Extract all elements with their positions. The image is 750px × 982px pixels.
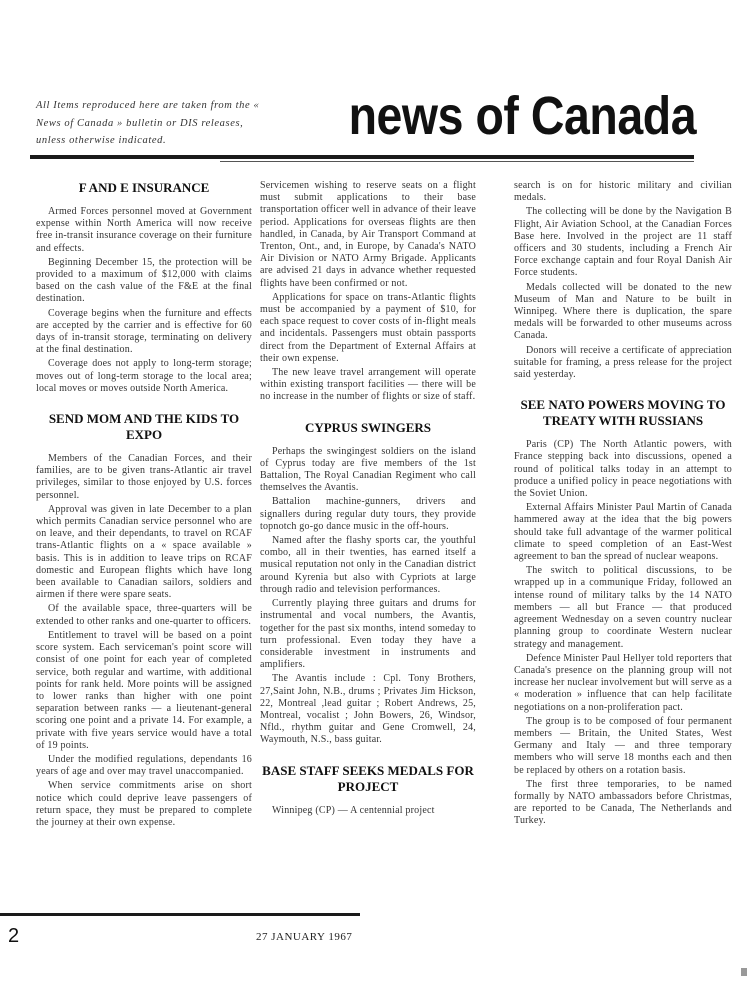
article-paragraph: External Affairs Minister Paul Martin of Canada hammered away at the idea that the big powers should take full advantage of the warmer political climate to speed completion of an East-West agreement to ban the spread of nuclear weapons. (514, 502, 732, 563)
article-headline: SEND MOM AND THE KIDS TO EXPO (48, 411, 240, 443)
article-paragraph: Servicemen wishing to reserve seats on a flight must submit applications to their base transportation officer well in advance of their leave period. Applications for overseas flights are then handled, in Canada, by Air Transport Command at Trenton, Ont., and, in Europe, by Canada's NATO Air Division or NATO Army Brigade. Applicants are advised 21 days in advance whether requested flights have been confirmed or not. (260, 180, 476, 289)
article-paragraph: The collecting will be done by the Navigation B Flight, Air Aviation School, at the Canadian Forces Base here. Involved in the project are 11 staff officers and 30 students, including a French Air Force exchange captain and four Royal Danish Air Force students. (514, 206, 732, 279)
masthead-title: news of Canada (348, 86, 696, 146)
article-paragraph: Entitlement to travel will be based on a point score system. Each serviceman's point score will consist of one point for each year of completed service, both regular and wartime, with additional points for rank held. More points will be assigned to lower ranks than higher with one point separation between ranks — a lieutenant-general scoring one point and a private 14. For example, a private with five years service would have a total of 19 points. (36, 629, 252, 751)
article-paragraph: Donors will receive a certificate of appreciation suitable for framing, a press release for the project said yesterday. (514, 344, 732, 381)
page-header (0, 0, 750, 170)
article-paragraph: The new leave travel arrangement will operate within existing transport facilities — there will be no increase in the number of flights or size of staff. (260, 367, 476, 403)
article-paragraph: Perhaps the swingingest soldiers on the island of Cyprus today are five members of the 1st Battalion, The Royal Canadian Regiment who call themselves the Avantis. (260, 445, 476, 494)
article-paragraph: Beginning December 15, the protection will be provided to a maximum of $12,000 with claims based on the cash value of the F&E at the final destination. (36, 256, 252, 305)
column-2 (260, 180, 476, 880)
article-paragraph: Coverage begins when the furniture and effects are accepted by the carrier and is effective for 60 days of in-transit storage, terminating on delivery at the final destination. (36, 307, 252, 356)
column-3 (514, 180, 732, 880)
column-1 (36, 180, 252, 880)
article-paragraph: The Avantis include : Cpl. Tony Brothers, 27,Saint John, N.B., drums ; Privates Jim Hickson, 22, Montreal ,lead guitar ; Robert Andrews, 25, Montreal, vocalist ; John Bowers, 26, Windsor, Nfld., rhythm guitar and Gene Cromwell, 24, Waymouth, N.S., bass guitar. (260, 673, 476, 746)
masthead-rule (30, 155, 694, 159)
article-paragraph: Armed Forces personnel moved at Government expense within North America will now receive free in-transit insurance coverage on their furniture and effects. (36, 206, 252, 254)
issue-date: 27 JANUARY 1967 (256, 931, 353, 943)
article-paragraph: The first three temporaries, to be named formally by NATO ambassadors before Christmas, are reported to be Canada, The Netherlands and Turkey. (514, 778, 732, 827)
article-paragraph: search is on for historic military and civilian medals. (514, 180, 732, 204)
article-paragraph: When service commitments arise on short notice which could deprive leave passengers of return space, they must be prepared to complete the journey at their own expense. (36, 780, 252, 828)
article-paragraph: Winnipeg (CP) — A centennial project (272, 804, 435, 816)
article-paragraph: Coverage does not apply to long-term storage; moves out of long-term storage to the local area; local moves or moves outside North America. (36, 358, 252, 394)
scan-edge-mark (741, 968, 747, 976)
article-paragraph: Medals collected will be donated to the new Museum of Man and Nature to be built in Winnipeg. Where there is duplication, the spare medals will be forwarded to other museums across Canada. (514, 281, 732, 342)
article-paragraph: The switch to political discussions, to be wrapped up in a communique Friday, followed an intense round of military talks by the 14 NATO members — all but France — that produced agreement Wednesday on a seven country nuclear planning group to coordinate Western nuclear strategy and management. (514, 565, 732, 650)
article-paragraph: Approval was given in late December to a plan which permits Canadian service personnel who are on leave, and their dependants, to travel on RCAF trans-Atlantic flights on a « space available » basis. This is in addition to leave trips on RCAF domestic and European flights which have long been available to Canadian sailors, soldiers and airmen if there were spare seats. (36, 503, 252, 601)
page-number: 2 (8, 925, 20, 947)
article-headline: BASE STAFF SEEKS MEDALS FOR PROJECT (262, 762, 474, 794)
intro-note: All Items reproduced here are taken from the « News of Canada » bulletin or DIS releases, unless otherwise indicated. (36, 100, 260, 146)
article-paragraph: Currently playing three guitars and drums for instrumental and vocal numbers, the Avantis, together for the past six months, intend someday to turn professional. Even today they have a considerable investment in instruments and amplifiers. (260, 598, 476, 671)
article-paragraph: Named after the flashy sports car, the youthful combo, all in their twenties, has earned itself a musical reputation not only in the Canadian district around Kyrenia but also with Cypriots at large through radio and television performances. (260, 535, 476, 595)
article-headline: CYPRUS SWINGERS (304, 419, 432, 435)
article-paragraph: Paris (CP) The North Atlantic powers, with France stepping back into discussions, opened a round of political talks today in an attempt to produce a unified policy in peace negotiations with the Soviet Union. (514, 439, 732, 500)
masthead-subrule (220, 161, 694, 162)
article-paragraph: The group is to be composed of four permanent members — Britain, the United States, West Germany and Italy — and three temporary members who will serve 18 months each and then be replaced by others on a rotation basis. (514, 715, 732, 776)
article-headline: SEE NATO POWERS MOVING TO TREATY WITH RUSSIANS (520, 397, 726, 429)
footer-rule (0, 913, 360, 916)
article-headline: F AND E INSURANCE (78, 180, 210, 195)
article-paragraph: Applications for space on trans-Atlantic flights must be accompanied by a payment of $10, for each space request to cover costs of in-flight meals and incidentals. Passengers must obtain passports direct from the Department of External Affairs at their own expense. (260, 291, 476, 364)
article-paragraph: Members of the Canadian Forces, and their families, are to be given trans-Atlantic air travel privileges, similar to those enjoyed by U.S. forces personnel. (36, 453, 252, 501)
article-paragraph: Of the available space, three-quarters will be extended to other ranks and one-quarter to officers. (36, 603, 252, 627)
article-paragraph: Battalion machine-gunners, drivers and signallers during regular duty tours, they provide topnotch go-go dance music in the off-hours. (260, 496, 476, 532)
article-paragraph: Under the modified regulations, dependants 16 years of age and over may travel unaccompanied. (36, 753, 252, 778)
article-paragraph: Defence Minister Paul Hellyer told reporters that Canada's presence on the planning group will not increase her nuclear involvement but will serve as a « moderation » influence that can help facilitate negotiations on a non-proliferation pact. (514, 652, 732, 713)
